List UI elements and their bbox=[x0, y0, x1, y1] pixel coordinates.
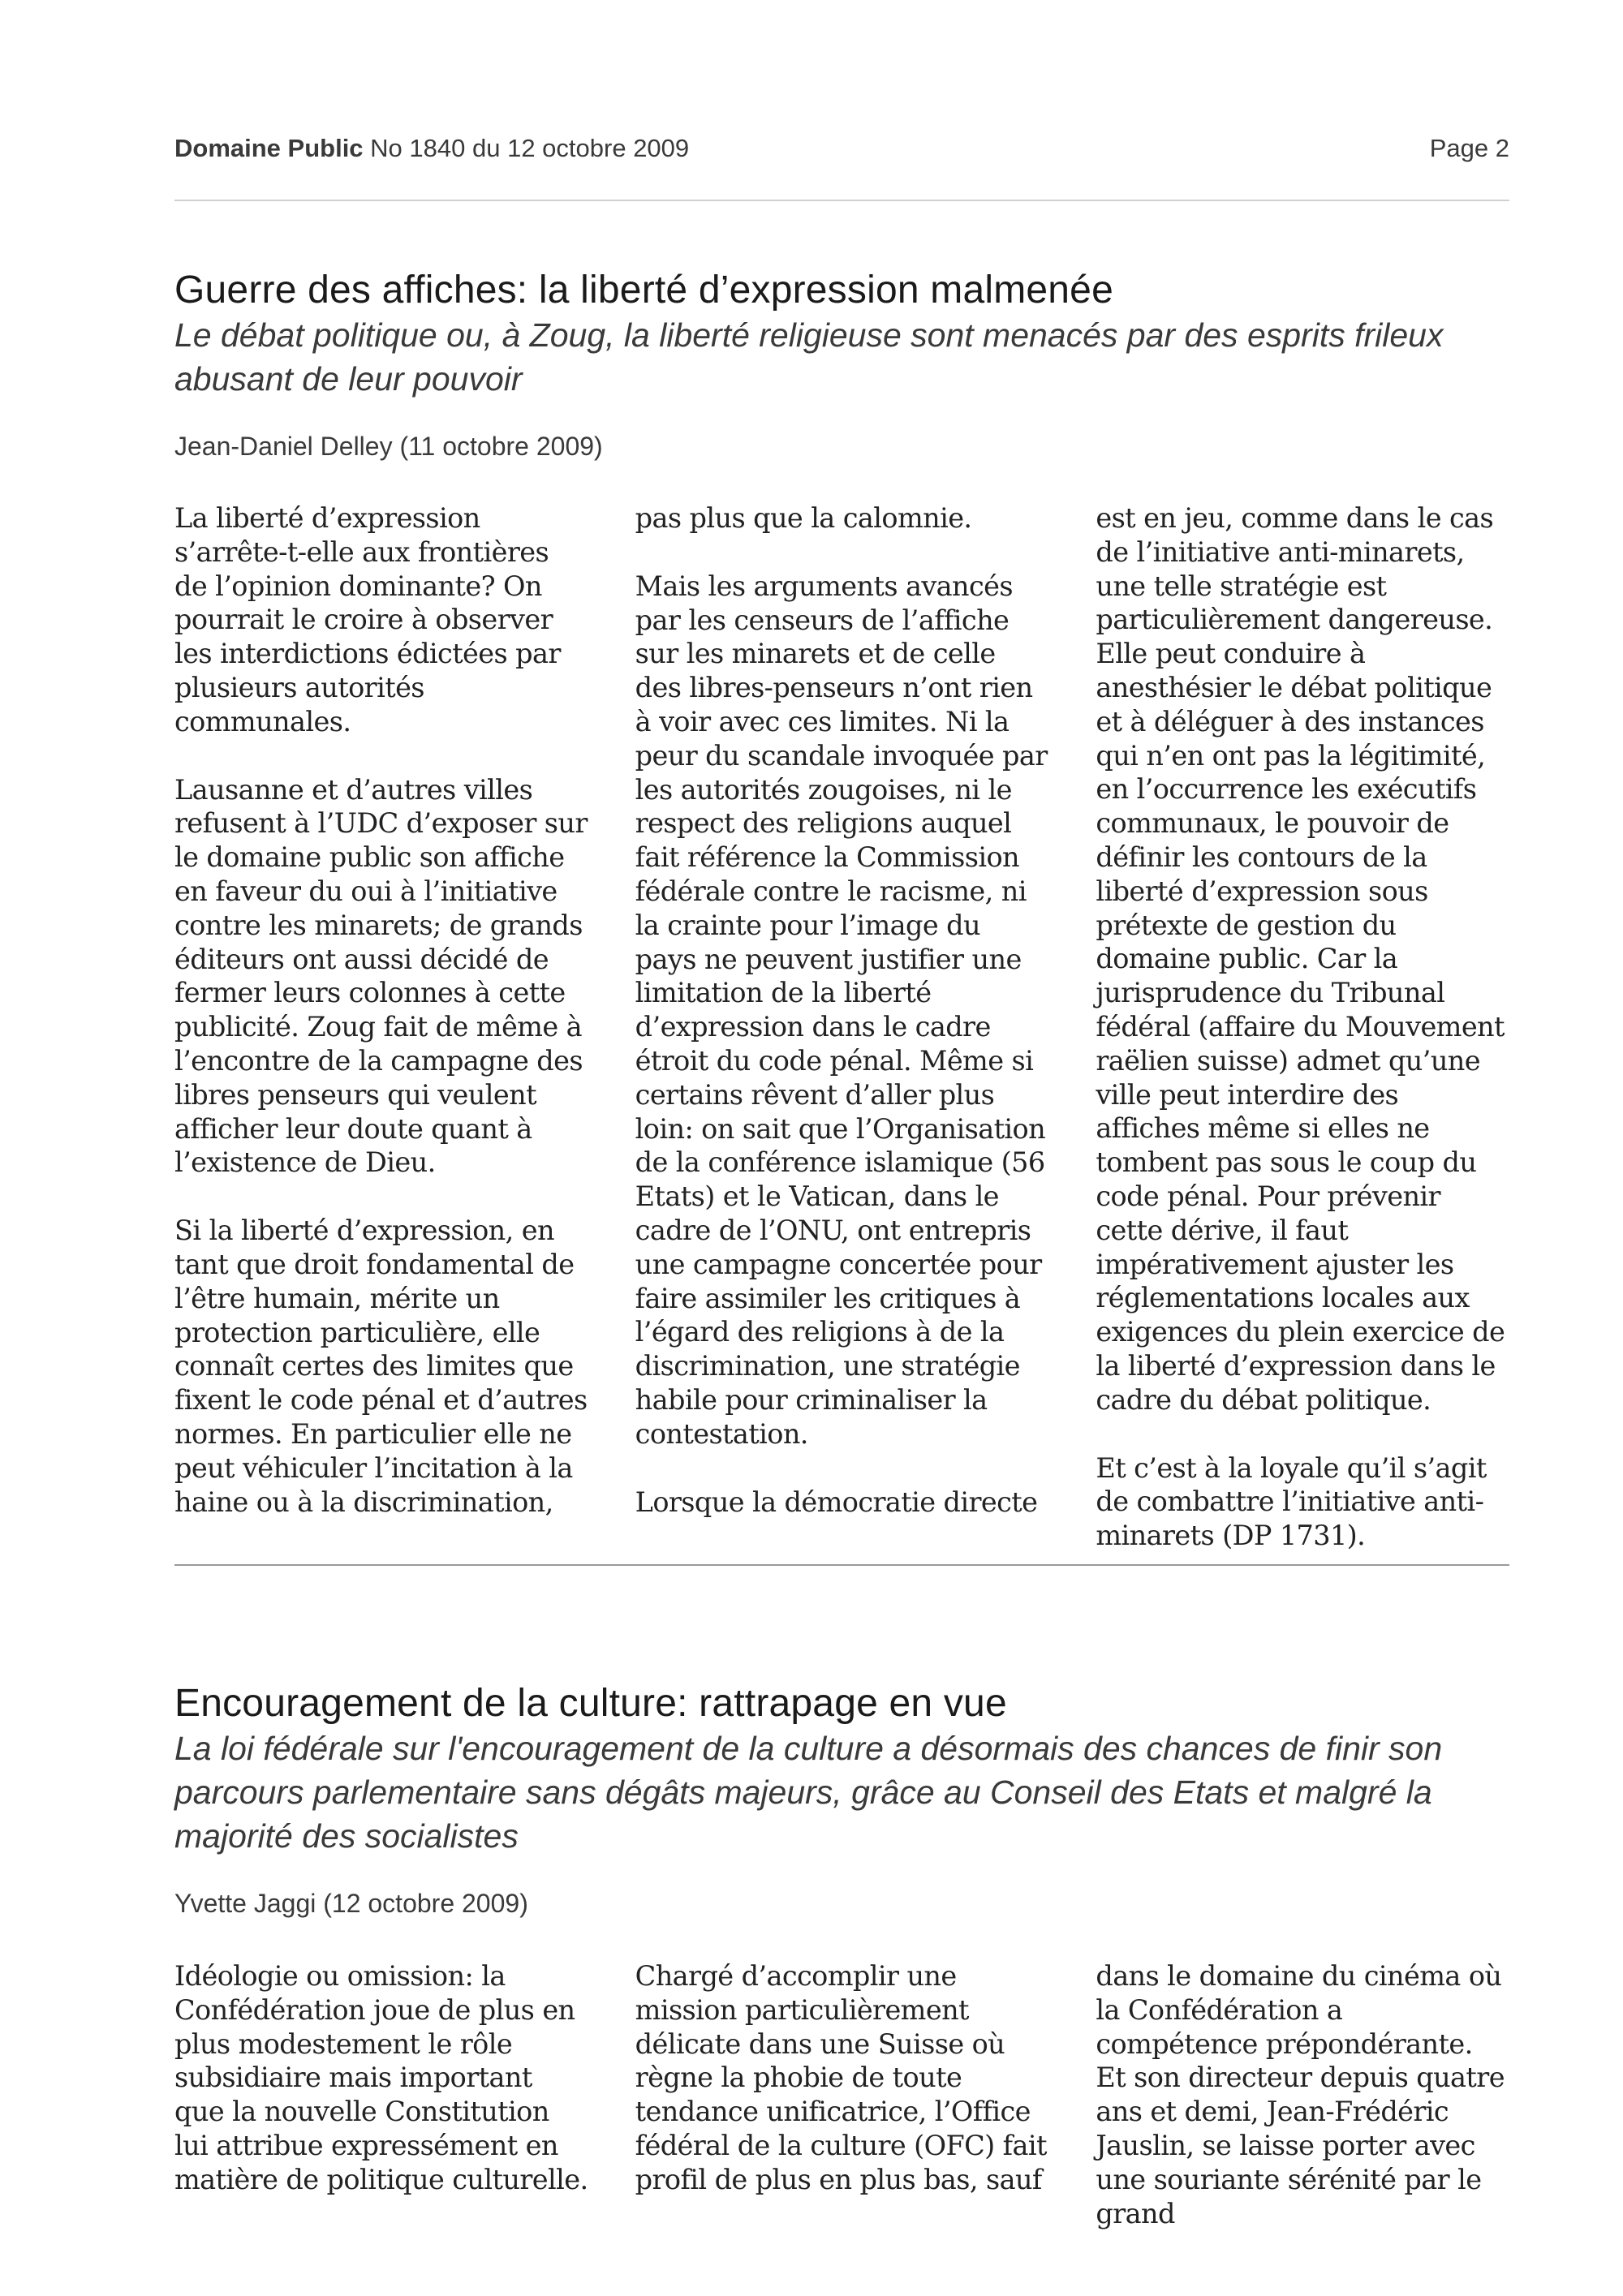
paragraph: Et c’est à la loyale qu’il s’agit de combattre l’initiative anti-minarets (DP 1731). bbox=[1096, 1451, 1487, 1552]
article-2-body bbox=[174, 1959, 1509, 2230]
publication-name: Domaine Public bbox=[174, 134, 364, 162]
article-1-subtitle: Le débat politique ou, à Zoug, la liberté religieuse sont menacés par des esprits frileux abusant de leur pouvoir bbox=[174, 316, 1444, 398]
paragraph: La liberté d’expression s’arrête-t-elle aux frontières de l’opinion dominante? On pourrait le croire à observer les interdictions édictées par plusieurs autorités communales. bbox=[174, 502, 561, 737]
paragraph: dans le domaine du cinéma où la Confédération a compétence prépondérante. Et son directeur depuis quatre ans et demi, Jean-Frédéric Jauslin, se laisse porter avec une souriante sérénité par le grand bbox=[1096, 1960, 1505, 2229]
article-1-column-2 bbox=[635, 501, 1049, 1553]
article-2-subtitle: La loi fédérale sur l'encouragement de la culture a désormais des chances de finir son parcours parlementaire sans dégâts majeurs, grâce au Conseil des Etats et malgré la majorité des socialistes bbox=[174, 1730, 1443, 1855]
header-divider bbox=[174, 200, 1509, 201]
paragraph: Si la liberté d’expression, en tant que droit fondamental de l’être humain, mérite un protection particulière, elle connaît certes des limites que fixent le code pénal et d’autres normes. En particulier elle ne peut véhiculer l’incitation à la haine ou à la discrimination, bbox=[174, 1215, 588, 1518]
article-1-body bbox=[174, 501, 1509, 1553]
article-1-heading bbox=[174, 268, 1509, 462]
article-2-column-1 bbox=[174, 1959, 588, 2230]
article-divider bbox=[174, 1564, 1509, 1566]
article-2-title: Encouragement de la culture: rattrapage en vue bbox=[174, 1682, 1007, 1725]
article-2-column-3 bbox=[1096, 1959, 1509, 2230]
paragraph: Lausanne et d’autres villes refusent à l’UDC d’exposer sur le domaine public son affiche en faveur du oui à l’initiative contre les minarets; de grands éditeurs ont aussi décidé de fermer leurs colonnes à cette publicité. Zoug fait de même à l’encontre de la campagne des libres penseurs qui veulent afficher leur doute quant à l’existence de Dieu. bbox=[174, 773, 588, 1179]
article-1-column-1 bbox=[174, 501, 588, 1553]
article-1-title: Guerre des affiches: la liberté d’expression malmenée bbox=[174, 269, 1113, 312]
paragraph: pas plus que la calomnie. bbox=[635, 502, 972, 534]
paragraph: Chargé d’accomplir une mission particulièrement délicate dans une Suisse où règne la phobie de toute tendance unificatrice, l’Office fédéral de la culture (OFC) fait profil de plus en plus bas, sauf bbox=[635, 1960, 1047, 2195]
page-header bbox=[174, 134, 1509, 166]
article-1-byline: Jean-Daniel Delley (11 octobre 2009) bbox=[174, 432, 603, 461]
paragraph: Idéologie ou omission: la Confédération joue de plus en plus modestement le rôle subsidiaire mais important que la nouvelle Constitution lui attribue expressément en matière de politique culturelle. bbox=[174, 1960, 588, 2195]
article-2-byline: Yvette Jaggi (12 octobre 2009) bbox=[174, 1889, 528, 1918]
paragraph: Lorsque la démocratie directe bbox=[635, 1486, 1038, 1518]
paragraph: Mais les arguments avancés par les censeurs de l’affiche sur les minarets et de celle des libres-penseurs n’ont rien à voir avec ces limites. Ni la peur du scandale invoquée par les autorités zougoises, ni le respect des religions auquel fait référence la Commission fédérale contre le racisme, ni la crainte pour l’image du pays ne peuvent justifier une limitation de la liberté d’expression dans le cadre étroit du code pénal. Même si certains rêvent d’aller plus loin: on sait que l’Organisation de la conférence islamique (56 Etats) et le Vatican, dans le cadre de l’ONU, ont entrepris une campagne concertée pour faire assimiler les critiques à l’égard des religions à de la discrimination, une stratégie habile pour criminaliser la contestation. bbox=[635, 570, 1048, 1450]
article-1-column-3 bbox=[1096, 501, 1509, 1553]
article-2-column-2 bbox=[635, 1959, 1049, 2230]
paragraph: est en jeu, comme dans le cas de l’initiative anti-minarets, une telle stratégie est particulièrement dangereuse. Elle peut conduire à anesthésier le débat politique et à déléguer à des instances qui n’en ont pas la légitimité, en l’occurrence les exécutifs communaux, le pouvoir de définir les contours de la liberté d’expression sous prétexte de gestion du domaine public. Car la jurisprudence du Tribunal fédéral (affaire du Mouvement raëlien suisse) admet qu’une ville peut interdire des affiches même si elles ne tombent pas sous le coup du code pénal. Pour prévenir cette dérive, il faut impérativement ajuster les réglementations locales aux exigences du plein exercice de la liberté d’expression dans le cadre du débat politique. bbox=[1096, 502, 1505, 1416]
issue-info: No 1840 du 12 octobre 2009 bbox=[370, 134, 690, 162]
article-2-heading bbox=[174, 1681, 1509, 1919]
page-number: Page 2 bbox=[1429, 134, 1509, 162]
